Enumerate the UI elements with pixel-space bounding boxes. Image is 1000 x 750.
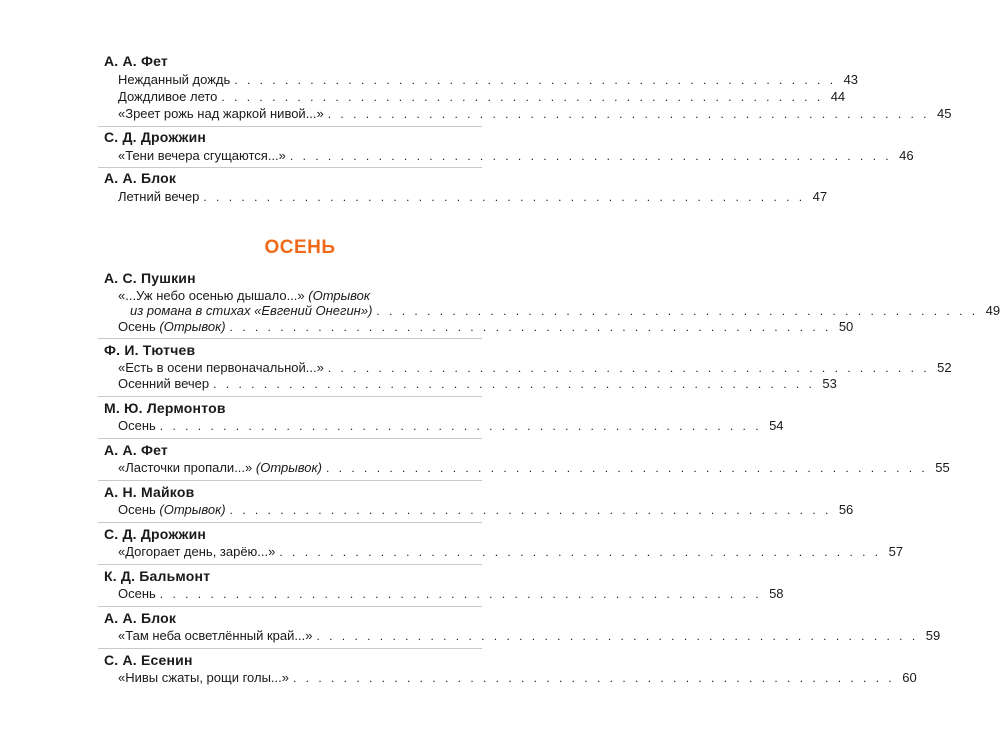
author-heading: К. Д. Бальмонт	[104, 568, 211, 584]
author-heading: Ф. И. Тютчев	[104, 342, 196, 358]
entry-title: «Ласточки пропали...»	[118, 460, 253, 475]
toc-entry[interactable]	[118, 188, 828, 205]
toc-entry[interactable]	[118, 669, 917, 686]
page-number: 52	[937, 360, 952, 375]
toc-entry[interactable]	[118, 627, 941, 644]
divider	[98, 522, 482, 523]
dot-leader: . . . . . . . . . . . . . . . . . . . . . . . . . . . . . . . . . . . . . . . . . . . . . . . .	[292, 671, 895, 685]
dot-leader: . . . . . . . . . . . . . . . . . . . . . . . . . . . . . . . . . . . . . . . . . . . . . . . .	[229, 503, 832, 517]
page-number: 59	[925, 628, 941, 643]
page-number: 58	[769, 586, 784, 601]
dot-leader: . . . . . . . . . . . . . . . . . . . . . . . . . . . . . . . . . . . . . . . . . . . . . . . .	[159, 587, 762, 601]
page-number: 44	[830, 89, 846, 104]
dot-leader: . . . . . . . . . . . . . . . . . . . . . . . . . . . . . . . . . . . . . . . . . . . . . . . .	[316, 629, 919, 643]
page-number: 56	[838, 502, 854, 517]
dot-leader: . . . . . . . . . . . . . . . . . . . . . . . . . . . . . . . . . . . . . . . . . . . . . . . .	[327, 107, 930, 121]
author-heading: А. Н. Майков	[104, 484, 195, 500]
divider	[98, 126, 482, 127]
page-number: 47	[812, 189, 828, 204]
entry-title: Нежданный дождь	[118, 72, 231, 87]
toc-entry[interactable]	[118, 501, 854, 518]
entry-note: (Отрывок)	[159, 502, 226, 517]
dot-leader: . . . . . . . . . . . . . . . . . . . . . . . . . . . . . . . . . . . . . . . . . . . . . . . .	[326, 461, 928, 475]
author-heading: А. А. Блок	[104, 610, 177, 626]
author-heading: С. А. Есенин	[104, 652, 193, 668]
entry-title-wrap	[118, 459, 322, 476]
dot-leader: . . . . . . . . . . . . . . . . . . . . . . . . . . . . . . . . . . . . . . . . . . . . . . . .	[213, 377, 815, 391]
entry-title: «...Уж небо осенью дышало...»	[118, 288, 305, 303]
entry-title: Осень	[118, 586, 156, 601]
page-number: 54	[769, 418, 784, 433]
toc-entry[interactable]	[130, 302, 1000, 319]
dot-leader: . . . . . . . . . . . . . . . . . . . . . . . . . . . . . . . . . . . . . . . . . . . . . . . .	[229, 320, 832, 334]
toc-entry[interactable]	[118, 71, 859, 88]
entry-title-wrap	[118, 501, 226, 518]
divider	[98, 606, 482, 607]
entry-title: «Зреет рожь над жаркой нивой...»	[118, 106, 324, 121]
divider	[98, 167, 482, 168]
entry-title: Осенний вечер	[118, 376, 210, 391]
entry-title: Осень	[118, 418, 156, 433]
entry-title: Осень	[118, 502, 156, 517]
page-number: 43	[843, 72, 859, 87]
entry-note: (Отрывок)	[159, 319, 226, 334]
page-number: 55	[935, 460, 950, 475]
page-number: 53	[822, 376, 837, 391]
author-heading: А. А. Блок	[104, 170, 177, 186]
entry-note: из романа в стихах «Евгений Онегин»)	[130, 303, 373, 318]
toc-entry[interactable]	[118, 147, 914, 164]
toc-entry[interactable]	[118, 88, 846, 105]
entry-note: (Отрывок	[308, 288, 371, 303]
toc-entry[interactable]	[118, 105, 952, 122]
divider	[98, 648, 482, 649]
page-number: 50	[838, 319, 854, 334]
toc-entry[interactable]	[118, 585, 784, 602]
divider	[98, 338, 482, 339]
dot-leader: . . . . . . . . . . . . . . . . . . . . . . . . . . . . . . . . . . . . . . . . . . . . . . . .	[234, 73, 837, 87]
toc-entry[interactable]	[118, 417, 784, 434]
author-heading: А. А. Фет	[104, 442, 168, 458]
entry-title: «Нивы сжаты, рощи голы...»	[118, 670, 289, 685]
toc-entry[interactable]	[118, 459, 950, 476]
dot-leader: . . . . . . . . . . . . . . . . . . . . . . . . . . . . . . . . . . . . . . . . . . . . . . . .	[279, 545, 882, 559]
entry-title: «Догорает день, зарёю...»	[118, 544, 276, 559]
page-number: 45	[937, 106, 952, 121]
entry-title-wrap	[118, 318, 226, 335]
toc-entry[interactable]	[118, 318, 854, 335]
entry-title: «Там неба осветлённый край...»	[118, 628, 313, 643]
toc-entry[interactable]	[118, 543, 904, 560]
divider	[98, 438, 482, 439]
dot-leader: . . . . . . . . . . . . . . . . . . . . . . . . . . . . . . . . . . . . . . . . . . . . . . . .	[221, 90, 824, 104]
entry-note: (Отрывок)	[255, 460, 323, 475]
page-number: 46	[899, 148, 914, 163]
toc-entry[interactable]	[118, 375, 837, 392]
divider	[98, 396, 482, 397]
entry-title: Летний вечер	[118, 189, 200, 204]
author-heading: С. Д. Дрожжин	[104, 526, 207, 542]
author-heading: А. А. Фет	[104, 53, 168, 69]
page-number: 49	[985, 303, 1000, 318]
entry-title: «Тени вечера сгущаются...»	[118, 148, 286, 163]
author-heading: М. Ю. Лермонтов	[104, 400, 226, 416]
entry-title: Осень	[118, 319, 156, 334]
dot-leader: . . . . . . . . . . . . . . . . . . . . . . . . . . . . . . . . . . . . . . . . . . . . . . . .	[159, 419, 762, 433]
page-number: 57	[888, 544, 904, 559]
author-heading: С. Д. Дрожжин	[104, 129, 207, 145]
dot-leader: . . . . . . . . . . . . . . . . . . . . . . . . . . . . . . . . . . . . . . . . . . . . . . . .	[376, 304, 979, 318]
dot-leader: . . . . . . . . . . . . . . . . . . . . . . . . . . . . . . . . . . . . . . . . . . . . . . . .	[203, 190, 806, 204]
dot-leader: . . . . . . . . . . . . . . . . . . . . . . . . . . . . . . . . . . . . . . . . . . . . . . . .	[327, 361, 930, 375]
dot-leader: . . . . . . . . . . . . . . . . . . . . . . . . . . . . . . . . . . . . . . . . . . . . . . . .	[289, 149, 892, 163]
page-number: 60	[902, 670, 917, 685]
toc-entry[interactable]	[118, 359, 952, 376]
divider	[98, 480, 482, 481]
divider	[98, 564, 482, 565]
entry-title: Дождливое лето	[118, 89, 218, 104]
author-heading: А. С. Пушкин	[104, 270, 196, 286]
section-title: ОСЕНЬ	[264, 237, 336, 258]
entry-title: «Есть в осени первоначальной...»	[118, 360, 324, 375]
